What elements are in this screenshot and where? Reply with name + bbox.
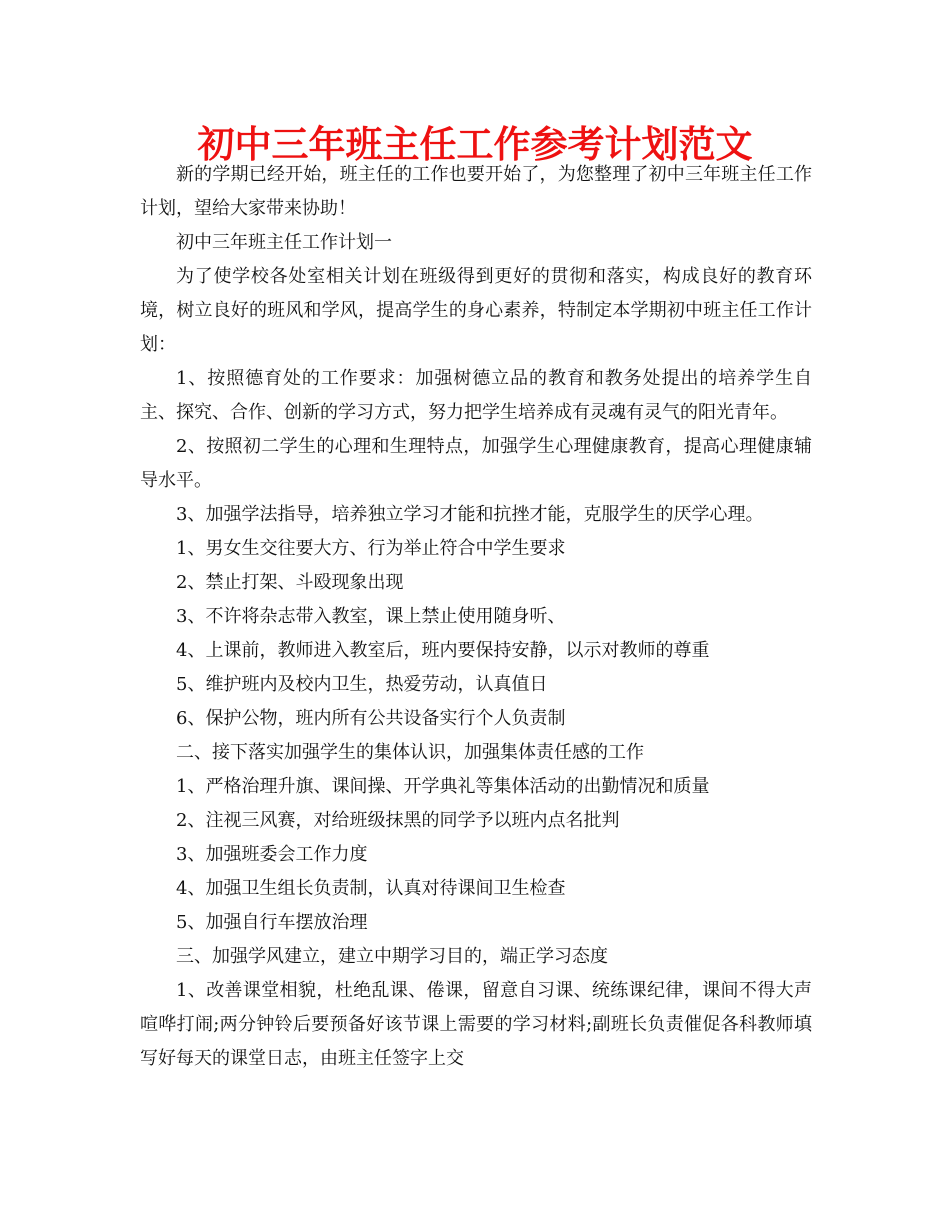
paragraph: 3、加强班委会工作力度 <box>176 844 368 865</box>
paragraph: 2、按照初二学生的心理和生理特点，加强学生心理健康教育，提高心理健康辅导水平。 <box>140 436 812 491</box>
paragraph: 3、不许将杂志带入教室，课上禁止使用随身听、 <box>176 606 566 627</box>
paragraph: 5、加强自行车摆放治理 <box>176 912 368 933</box>
paragraph: 三、加强学风建立，建立中期学习目的，端正学习态度 <box>176 946 608 967</box>
paragraph: 4、加强卫生组长负责制，认真对待课间卫生检查 <box>176 878 566 899</box>
paragraph: 2、禁止打架、斗殴现象出现 <box>176 572 404 593</box>
paragraph: 3、加强学法指导，培养独立学习才能和抗挫才能，克服学生的厌学心理。 <box>176 504 764 525</box>
paragraph: 新的学期已经开始，班主任的工作也要开始了，为您整理了初中三年班主任工作计划，望给大家带来协助！ <box>140 164 812 219</box>
paragraph: 1、改善课堂相貌，杜绝乱课、倦课，留意自习课、统练课纪律，课间不得大声喧哗打闹;两分钟铃后要预备好该节课上需要的学习材料;副班长负责催促各科教师填写好每天的课堂日志，由班主任签字上交 <box>140 980 812 1069</box>
paragraph: 1、男女生交往要大方、行为举止符合中学生要求 <box>176 538 566 559</box>
paragraph: 1、按照德育处的工作要求：加强树德立品的教育和教务处提出的培养学生自主、探究、合作、创新的学习方式，努力把学生培养成有灵魂有灵气的阳光青年。 <box>140 368 812 423</box>
document-title: 初中三年班主任工作参考计划范文 <box>197 123 753 166</box>
paragraph: 6、保护公物，班内所有公共设备实行个人负责制 <box>176 708 566 729</box>
paragraph: 1、严格治理升旗、课间操、开学典礼等集体活动的出勤情况和质量 <box>176 776 710 797</box>
paragraph: 为了使学校各处室相关计划在班级得到更好的贯彻和落实，构成良好的教育环境，树立良好的班风和学风，提高学生的身心素养，特制定本学期初中班主任工作计划： <box>140 266 812 355</box>
paragraph: 2、注视三风赛，对给班级抹黑的同学予以班内点名批判 <box>176 810 620 831</box>
document-body <box>140 158 812 1076</box>
paragraph: 5、维护班内及校内卫生，热爱劳动，认真值日 <box>176 674 548 695</box>
paragraph: 二、接下落实加强学生的集体认识，加强集体责任感的工作 <box>176 742 644 763</box>
paragraph: 4、上课前，教师进入教室后，班内要保持安静，以示对教师的尊重 <box>176 640 710 661</box>
paragraph: 初中三年班主任工作计划一 <box>176 232 392 253</box>
